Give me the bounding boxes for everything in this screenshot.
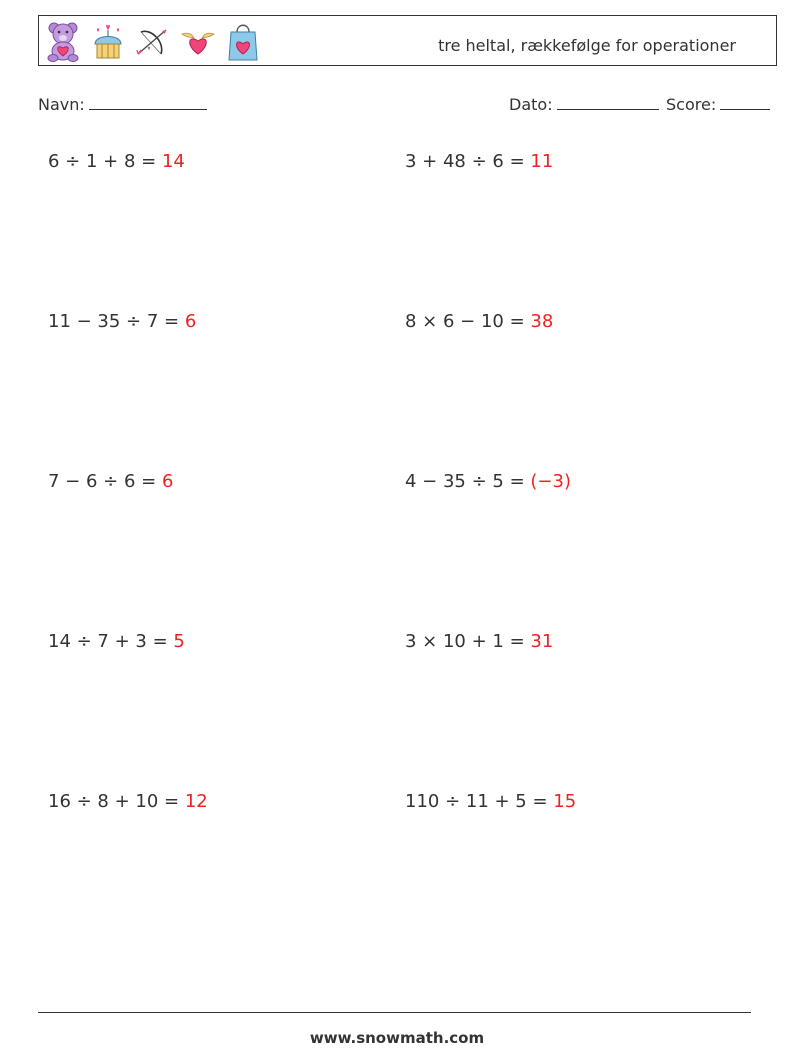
bow-arrow-icon [135, 20, 171, 62]
score-label: Score: [666, 95, 717, 114]
winged-heart-icon [180, 20, 216, 62]
date-field [509, 94, 659, 114]
problem-expression: 110 ÷ 11 + 5 = [405, 791, 554, 812]
problem-expression: 11 − 35 ÷ 7 = [48, 311, 185, 332]
problem-answer: 31 [530, 631, 554, 652]
problem-6 [405, 471, 571, 492]
problem-answer: 15 [553, 791, 577, 812]
teddy-bear-icon [45, 20, 81, 62]
name-blank [89, 94, 207, 110]
name-field [38, 94, 207, 114]
problem-8 [405, 631, 553, 652]
date-label: Dato: [509, 95, 553, 114]
problem-4 [405, 311, 553, 332]
problem-3 [48, 311, 196, 332]
problem-5 [48, 471, 173, 492]
name-label: Navn: [38, 95, 85, 114]
footer-url[interactable]: www.snowmath.com [309, 1029, 485, 1047]
date-blank [557, 94, 659, 110]
score-blank [720, 94, 770, 110]
cupcake-icon [90, 20, 126, 62]
problem-answer: 6 [184, 311, 197, 332]
problem-answer: 6 [161, 471, 174, 492]
problem-1 [48, 151, 185, 172]
problem-answer: 12 [184, 791, 208, 812]
problem-9 [48, 791, 208, 812]
problem-expression: 8 × 6 − 10 = [405, 311, 531, 332]
problem-expression: 3 × 10 + 1 = [405, 631, 531, 652]
problem-answer: (−3) [530, 471, 571, 492]
problem-expression: 6 ÷ 1 + 8 = [48, 151, 162, 172]
worksheet-title: tre heltal, rækkefølge for operationer [438, 36, 736, 55]
problem-expression: 14 ÷ 7 + 3 = [48, 631, 174, 652]
problem-answer: 14 [161, 151, 185, 172]
header-icons [45, 20, 270, 62]
problem-answer: 38 [530, 311, 554, 332]
problem-expression: 3 + 48 ÷ 6 = [405, 151, 531, 172]
worksheet-header [38, 15, 777, 66]
footer-divider [38, 1012, 751, 1013]
problem-expression: 16 ÷ 8 + 10 = [48, 791, 185, 812]
problem-answer: 5 [173, 631, 185, 652]
score-field [666, 94, 770, 114]
problem-expression: 7 − 6 ÷ 6 = [48, 471, 162, 492]
gift-bag-icon [225, 20, 261, 62]
problem-2 [405, 151, 553, 172]
problem-7 [48, 631, 185, 652]
problem-answer: 11 [530, 151, 554, 172]
problem-expression: 4 − 35 ÷ 5 = [405, 471, 531, 492]
problem-10 [405, 791, 576, 812]
